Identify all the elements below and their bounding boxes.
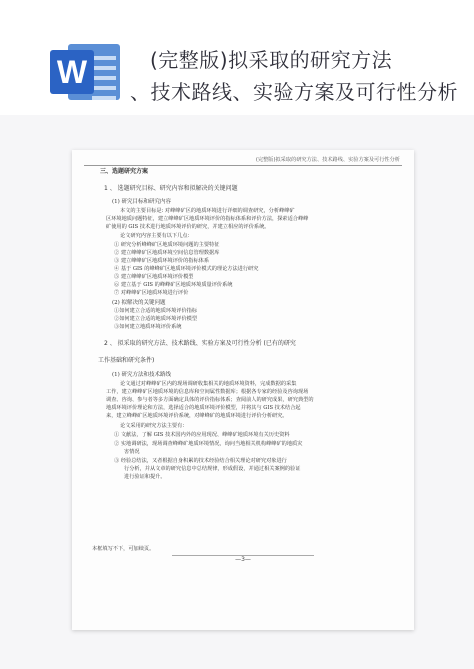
list-item: ⑦ 对峰峰矿区地质环境进行评价 [114, 290, 189, 296]
list-item: ② 建立峰峰矿区地质环境空间信息管理数据库 [114, 250, 220, 256]
paragraph-line: 本文的主要目标是: 对峰峰矿区的地质环境进行详细的调查研究，分析峰峰矿 [120, 208, 295, 214]
list-item: ①如何建立合适的地质环境评价指标 [114, 308, 198, 314]
title-line-2: 、技术路线、实验方案及可行性分析 [130, 80, 458, 104]
paragraph-line: 地质环境评价理论和方法，选择适合的地质环境评价模型，并将其与 GIS 技术结合起 [106, 405, 301, 411]
paragraph-line: 工作，建立峰峰矿区地质环境的信息库和空间属性数据库；根据各专家的经验及咨询现场 [106, 389, 309, 395]
list-item: ④ 基于 GIS 的峰峰矿区地质环境评价模式的理论方法进行研究 [114, 266, 259, 272]
list-item: ② 实地调研法，现场调查峰峰矿地质环境情况，询问当地相关机构峰峰矿的地质灾 [114, 441, 303, 447]
sub-heading: (1) 研究方法和技术路线 [112, 372, 172, 378]
page-number: —3— [235, 556, 251, 563]
list-item: ① 文献法，了解 GIS 技术国内外的应用现况、峰峰矿地质环境有关历史资料 [114, 432, 290, 438]
list-item: ⑤ 建立峰峰矿区地质环境评价模型 [114, 274, 194, 280]
word-icon-letter: W [50, 50, 94, 94]
paragraph-line: 矿使用的 GIS 技术进行地质环境评价的研究，并建立相应的评价系统。 [106, 224, 270, 230]
title-line-1: (完整版)拟采取的研究方法 [150, 48, 393, 72]
footnote: 本框填写不下，可加续页。 [92, 546, 155, 552]
banner [0, 0, 474, 115]
paragraph-line: 来，建立峰峰矿区地质环境评价系统，对峰峰矿的地质环境进行评价分析研究。 [106, 413, 288, 419]
section-heading: 三、选题研究方案 [100, 168, 149, 175]
list-item: ⑥ 建立基于 GIS 的峰峰矿区地质环境质量评价系统 [114, 282, 233, 288]
list-item: ②如何建立合适的地质环境评价模型 [114, 316, 198, 322]
paragraph-line: 论文采用的研究方法主要有： [120, 423, 188, 429]
word-document-icon [50, 40, 124, 102]
paragraph-line: 区环境地质问题特征，建立峰峰矿区地质环境评价的指标体系和评价方法，探索适合峰峰 [106, 216, 309, 222]
paragraph-line: 论文通过对峰峰矿区内的现场调研收集相关的地质环境资料，完成数据的采集 [120, 381, 297, 387]
subsection-heading: 2 、 拟采取的研究方法、技术路线、实验方案及可行性分析 (已有的研究 [104, 340, 296, 347]
list-item: ③ 建立峰峰矿区地质环境评价的指标体系 [114, 258, 210, 264]
subsection-heading: 1 、 选题研究目标、研究内容和拟解决的关键问题 [104, 185, 238, 192]
list-item-cont: 行分析，并从文章的研究信息中总结规律，形成假设，并通过相关案例的验证 [124, 466, 301, 472]
list-item: ③ 经验总结法，又者根据自身积累的技术经验结合相关理论对研究对象进行 [114, 458, 287, 464]
paragraph-line: 调查、咨询、参与者等多方面确定具体的评价指标体系；查阅前人的研究成果，研究典型的 [106, 397, 314, 403]
running-header: (完整版)拟采取的研究方法、技术路线、实验方案及可行性分析 [255, 157, 400, 163]
list-item: ③如何建立地质环境评价系统 [114, 324, 182, 330]
sub-heading: (1) 研究目标和研究内容 [112, 199, 172, 205]
paragraph-line: 论文研究内容主要有以下几点： [120, 233, 193, 239]
subsection-heading-cont: 工作基础和研究条件) [98, 357, 155, 364]
list-item-cont: 进行验证和提升。 [124, 474, 166, 480]
sub-heading: (2) 拟解决的关键问题 [112, 300, 166, 306]
list-item-cont: 害情况 [124, 449, 140, 455]
document-page [72, 150, 414, 630]
list-item: ① 研究分析峰峰矿区地质环境问题的主要特征 [114, 242, 220, 248]
